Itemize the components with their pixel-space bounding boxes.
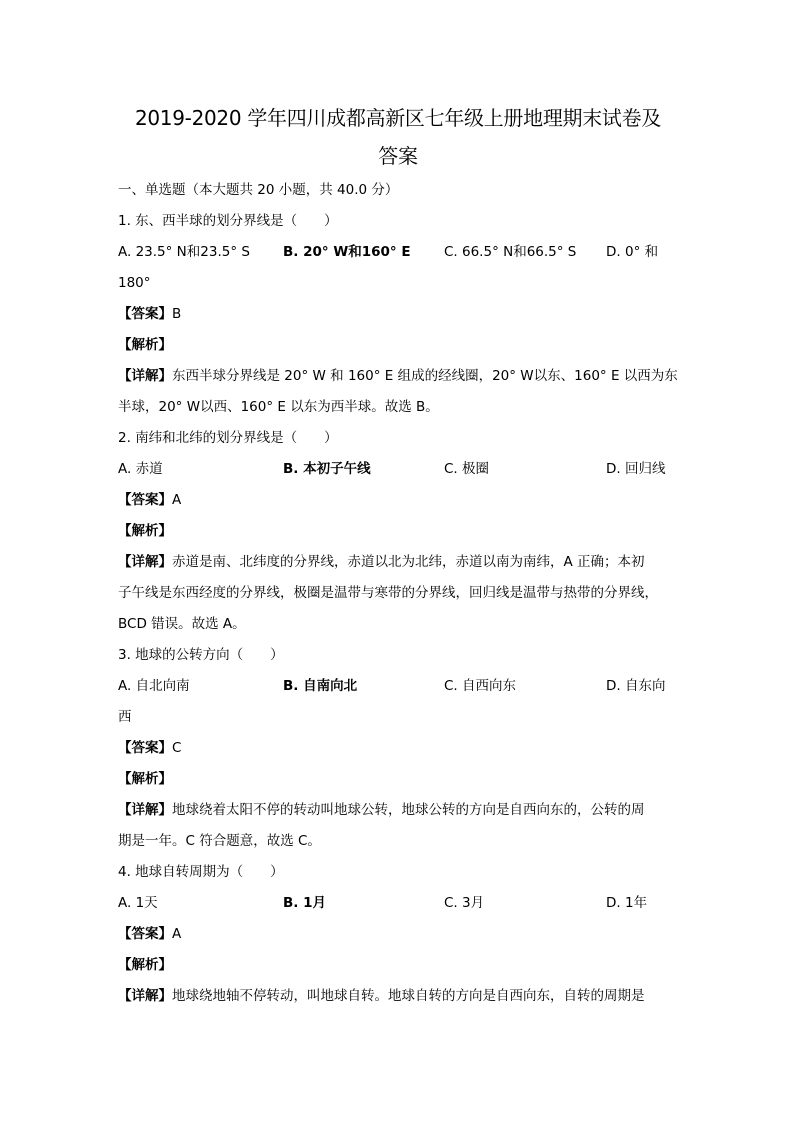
option-b: B. 本初子午线 [283,461,371,477]
option-b: B. 自南向北 [283,678,358,694]
answer-value: C [172,740,182,756]
answer-line [118,919,678,950]
detail-text: 地球绕着太阳不停的转动叫地球公转，地球公转的方向是自西向东的，公转的周 [172,802,645,818]
question-stem: 1. 东、西半球的划分界线是（ ） [118,213,338,229]
options-row [118,888,678,919]
document-page [118,99,678,1012]
answer-value: A [172,926,182,942]
answer-value: A [172,492,182,508]
options-row [118,454,678,485]
option-a: A. 自北向南 [118,678,190,694]
doc-title-line1: 2019-2020 学年四川成都高新区七年级上册地理期末试卷及 [134,106,662,130]
detail-line: 半球，20° W以西、160° E 以东为西半球。故选 B。 [118,399,439,415]
option-a: A. 1天 [118,895,158,911]
detail-line [118,361,678,392]
detail-line: 子午线是东西经度的分界线，极圈是温带与寒带的分界线，回归线是温带与热带的分界线， [118,585,658,601]
answer-label: 【答案】 [118,740,172,756]
option-d: D. 自东向 [606,678,666,694]
option-wrap: 西 [118,709,132,725]
option-b: B. 1月 [283,895,327,911]
options-row [118,671,678,702]
option-b: B. 20° W和160° E [283,244,411,260]
answer-value: B [172,306,182,322]
detail-text: 赤道是南、北纬度的分界线，赤道以北为北纬，赤道以南为南纬，A 正确；本初 [172,554,645,570]
option-d: D. 回归线 [606,461,666,477]
detail-line [118,981,678,1012]
detail-line: 期是一年。C 符合题意，故选 C。 [118,833,321,849]
question-stem: 4. 地球自转周期为（ ） [118,864,284,880]
option-c: C. 极圈 [444,461,490,477]
option-d: D. 0° 和 [606,244,659,260]
answer-line [118,299,678,330]
doc-title-line2: 答案 [378,144,418,168]
option-a: A. 赤道 [118,461,163,477]
option-c: C. 3月 [444,895,485,911]
answer-line [118,733,678,764]
analysis-label: 【解析】 [118,523,172,539]
detail-label: 【详解】 [118,988,172,1004]
detail-label: 【详解】 [118,368,172,384]
detail-line [118,795,678,826]
detail-label: 【详解】 [118,802,172,818]
detail-text: 地球绕地轴不停转动，叫地球自转。地球自转的方向是自西向东，自转的周期是 [172,988,645,1004]
answer-label: 【答案】 [118,926,172,942]
detail-line: BCD 错误。故选 A。 [118,616,246,632]
answer-line [118,485,678,516]
option-d: D. 1年 [606,895,648,911]
option-c: C. 66.5° N和66.5° S [444,244,577,260]
detail-label: 【详解】 [118,554,172,570]
analysis-label: 【解析】 [118,337,172,353]
options-row [118,237,678,268]
option-c: C. 自西向东 [444,678,517,694]
question-stem: 3. 地球的公转方向（ ） [118,647,284,663]
analysis-label: 【解析】 [118,957,172,973]
option-wrap: 180° [118,275,151,291]
answer-label: 【答案】 [118,492,172,508]
option-a: A. 23.5° N和23.5° S [118,244,250,260]
section-heading: 一、单选题（本大题共 20 小题，共 40.0 分） [118,182,399,198]
answer-label: 【答案】 [118,306,172,322]
detail-text: 东西半球分界线是 20° W 和 160° E 组成的经线圈，20° W以东、160° E 以西为东 [172,368,678,384]
detail-line [118,547,678,578]
analysis-label: 【解析】 [118,771,172,787]
question-stem: 2. 南纬和北纬的划分界线是（ ） [118,430,338,446]
